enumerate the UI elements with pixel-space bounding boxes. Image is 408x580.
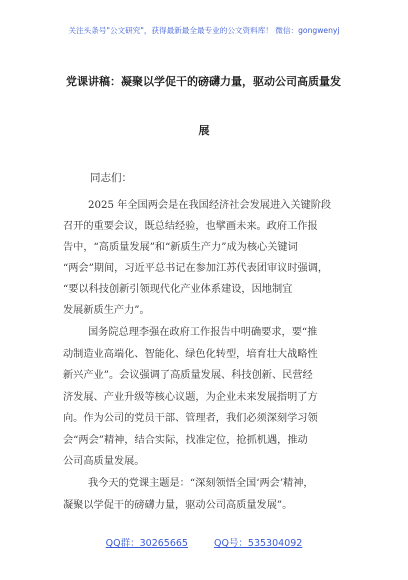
footer-qq-group: QQ群：30265665 xyxy=(105,538,188,549)
body-line-10: 济发展、产业升级等核心议题，为企业未来发展指明了方 xyxy=(63,392,318,403)
body-line-2: 召开的重要会议，既总结经验，也擘画未来。政府工作报 xyxy=(63,221,318,232)
body-line-9: 新兴产业”。会议强调了高质量发展、科技创新、民营经 xyxy=(63,370,313,381)
document-title-line-2: 展 xyxy=(198,124,210,137)
document-title-line-1: 党课讲稿：凝聚以学促干的磅礴力量，驱动公司高质量发 xyxy=(66,75,341,88)
salutation: 同志们： xyxy=(90,172,132,184)
footer-contact xyxy=(0,535,408,549)
header-banner: 关注头条号"公文研究"，获得最新最全最专业的公文资料库！ 微信：gongwenyj xyxy=(68,26,340,35)
body-line-8: 动制造业高端化、智能化、绿色化转型，培育壮大战略性 xyxy=(63,349,318,360)
body-line-11: 向。作为公司的党员干部、管理者，我们必须深刻学习领 xyxy=(63,413,318,424)
footer-qq-number: QQ号：535304092 xyxy=(213,538,303,549)
body-line-3: 告中，“高质量发展”和“新质生产力”成为核心关键词 xyxy=(63,242,298,253)
body-line-1: 2025 年全国两会是在我国经济社会发展进入关键阶段 xyxy=(88,200,332,211)
body-line-4: “两会”期间，习近平总书记在参加江苏代表团审议时强调， xyxy=(63,263,329,274)
body-line-13: 公司高质量发展。 xyxy=(63,456,145,467)
body-line-14: 我今天的党课主题是：“深刻领悟全国‘两会’精神， xyxy=(88,478,314,489)
body-line-15: 凝聚以学促干的磅礴力量，驱动公司高质量发展”。 xyxy=(63,500,293,511)
body-line-6: 发展新质生产力”。 xyxy=(63,305,150,316)
body-line-5: “要以科技创新引领现代化产业体系建设，因地制宜 xyxy=(63,284,293,295)
body-line-7: 国务院总理李强在政府工作报告中明确要求，要“推 xyxy=(88,327,318,338)
body-line-12: 会“两会”精神，结合实际，找准定位，抢抓机遇，推动 xyxy=(63,435,308,446)
